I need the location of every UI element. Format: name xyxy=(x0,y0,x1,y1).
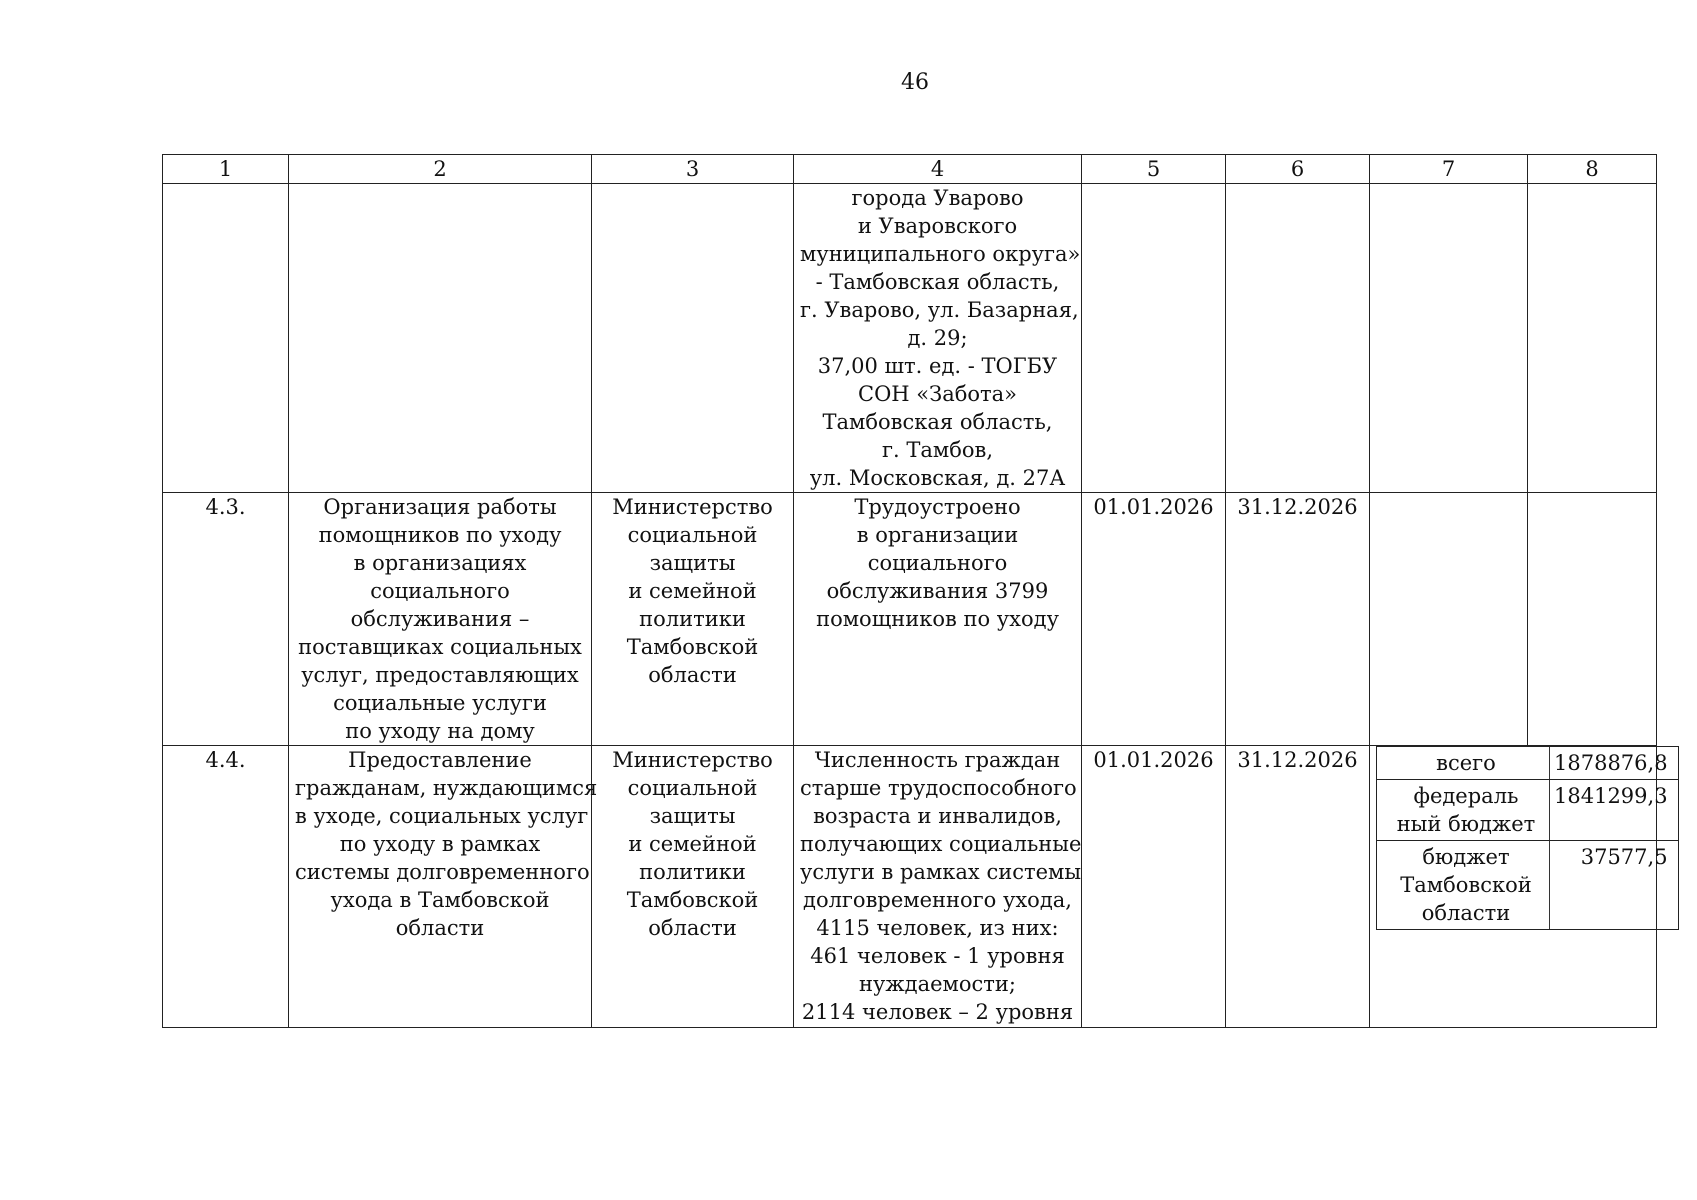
cell-end-date: 31.12.2026 xyxy=(1226,746,1370,1028)
text-line: федераль xyxy=(1413,784,1519,808)
text-line: Трудоустроено xyxy=(854,495,1021,519)
funding-table xyxy=(1376,746,1679,930)
text-line: г. Уварово, ул. Базарная, xyxy=(800,298,1079,322)
cell-empty xyxy=(289,184,592,493)
cell-activity-name xyxy=(289,746,598,1028)
text-line: Численность граждан xyxy=(814,748,1061,772)
text-line: обслуживания 3799 xyxy=(826,579,1049,603)
text-line: Предоставление xyxy=(348,748,532,772)
text-line: социального xyxy=(867,551,1008,575)
text-line: защиты xyxy=(649,551,736,575)
header-col-7: 7 xyxy=(1370,155,1528,184)
funding-total-value: 1878876,8 xyxy=(1554,751,1668,775)
cell-activity-name xyxy=(289,493,592,746)
text-line: г. Тамбов, xyxy=(882,438,993,462)
cell-empty xyxy=(1082,184,1226,493)
cell-result xyxy=(794,493,1082,746)
text-line: Тамбовской xyxy=(626,635,759,659)
funding-row-federal xyxy=(1377,780,1679,841)
text-line: нуждаемости; xyxy=(859,972,1016,996)
funding-regional-label xyxy=(1383,841,1550,929)
text-line: политики xyxy=(639,860,746,884)
text-line: области xyxy=(1421,901,1511,925)
funding-row-total xyxy=(1377,747,1679,780)
page-number: 46 xyxy=(901,70,929,95)
funding-total-label: всего xyxy=(1383,747,1550,779)
text-line: ный бюджет xyxy=(1396,812,1536,836)
text-line: в организации xyxy=(856,523,1019,547)
text-line: Тамбовской xyxy=(1400,873,1532,897)
text-line: и семейной xyxy=(628,579,757,603)
header-col-2: 2 xyxy=(289,155,592,184)
cell-empty xyxy=(1528,184,1657,493)
cell-number: 4.3. xyxy=(163,493,289,746)
header-col-4: 4 xyxy=(794,155,1082,184)
text-line: старше трудоспособного xyxy=(800,776,1077,800)
cell-end-date: 31.12.2026 xyxy=(1226,493,1370,746)
cell-empty xyxy=(1528,493,1657,746)
text-line: бюджет xyxy=(1422,845,1510,869)
text-line: 37,00 шт. ед. - ТОГБУ xyxy=(817,354,1058,378)
text-line: возраста и инвалидов, xyxy=(813,804,1062,828)
text-line: 2114 человек – 2 уровня xyxy=(801,1000,1074,1024)
text-line: 461 человек - 1 уровня xyxy=(810,944,1065,968)
header-col-8: 8 xyxy=(1528,155,1657,184)
header-col-1: 1 xyxy=(163,155,289,184)
text-line: политики xyxy=(639,607,746,631)
text-line: долговременного ухода, xyxy=(803,888,1072,912)
text-line: и семейной xyxy=(628,832,757,856)
text-line: 4115 человек, из них: xyxy=(816,916,1059,940)
text-line: Министерство xyxy=(612,748,773,772)
text-line: муниципального округа» xyxy=(800,242,1081,266)
text-line: социальные услуги xyxy=(333,691,547,715)
text-line: услуг, предоставляющих xyxy=(301,663,579,687)
header-col-6: 6 xyxy=(1226,155,1370,184)
cell-executor xyxy=(592,746,794,1028)
cell-empty xyxy=(1226,184,1370,493)
cell-empty xyxy=(592,184,794,493)
text-line: гражданам, нуждающимся xyxy=(295,776,598,800)
text-line: обслуживания – xyxy=(350,607,530,631)
text-line: в уходе, социальных услуг xyxy=(295,804,589,828)
cell-number: 4.4. xyxy=(163,746,289,1028)
text-line: ухода в Тамбовской xyxy=(330,888,550,912)
text-line: социального xyxy=(370,579,510,603)
cell-start-date: 01.01.2026 xyxy=(1082,746,1226,1028)
cell-empty xyxy=(163,184,289,493)
text-line: системы долговременного xyxy=(295,860,590,884)
text-line: - Тамбовская область, xyxy=(815,270,1060,294)
text-line: по уходу в рамках xyxy=(339,832,541,856)
cell-empty xyxy=(1370,184,1528,493)
text-line: и Уваровского xyxy=(857,214,1018,238)
text-line: области xyxy=(395,916,485,940)
funding-regional-value: 37577,5 xyxy=(1580,845,1668,869)
text-line: области xyxy=(648,916,737,940)
text-line: социальной xyxy=(627,776,758,800)
table-row-4-3 xyxy=(163,493,1657,746)
table-row-continuation xyxy=(163,184,1657,493)
cell-empty xyxy=(1370,493,1528,746)
cell-executor xyxy=(592,493,794,746)
header-row xyxy=(163,155,1657,184)
text-line: помощников по уходу xyxy=(816,607,1059,631)
cell-funding xyxy=(1370,746,1668,1028)
funding-row-regional xyxy=(1377,841,1679,930)
cell-start-date: 01.01.2026 xyxy=(1082,493,1226,746)
table-row-4-4 xyxy=(163,746,1657,1028)
activities-table xyxy=(162,154,1668,1028)
text-line: получающих социальные xyxy=(800,832,1082,856)
text-line: Организация работы xyxy=(323,495,557,519)
funding-federal-label xyxy=(1383,780,1550,840)
text-line: Тамбовская область, xyxy=(822,410,1053,434)
text-line: помощников по уходу xyxy=(318,523,562,547)
text-line: поставщиках социальных xyxy=(298,635,582,659)
text-line: Министерство xyxy=(612,495,773,519)
text-line: Тамбовской xyxy=(626,888,759,912)
text-line: области xyxy=(648,663,737,687)
header-col-3: 3 xyxy=(592,155,794,184)
text-line: услуги в рамках системы xyxy=(800,860,1082,884)
text-line: СОН «Забота» xyxy=(858,382,1017,406)
text-line: ул. Московская, д. 27А xyxy=(809,466,1066,490)
header-col-5: 5 xyxy=(1082,155,1226,184)
text-line: в организациях xyxy=(353,551,527,575)
text-line: города Уварово xyxy=(851,186,1024,210)
cell-result xyxy=(794,746,1082,1028)
text-line: по уходу на дому xyxy=(345,719,535,743)
cell-result-continuation xyxy=(794,184,1082,493)
funding-federal-value: 1841299,3 xyxy=(1554,784,1668,808)
text-line: социальной xyxy=(627,523,758,547)
text-line: защиты xyxy=(649,804,736,828)
text-line: д. 29; xyxy=(907,326,968,350)
